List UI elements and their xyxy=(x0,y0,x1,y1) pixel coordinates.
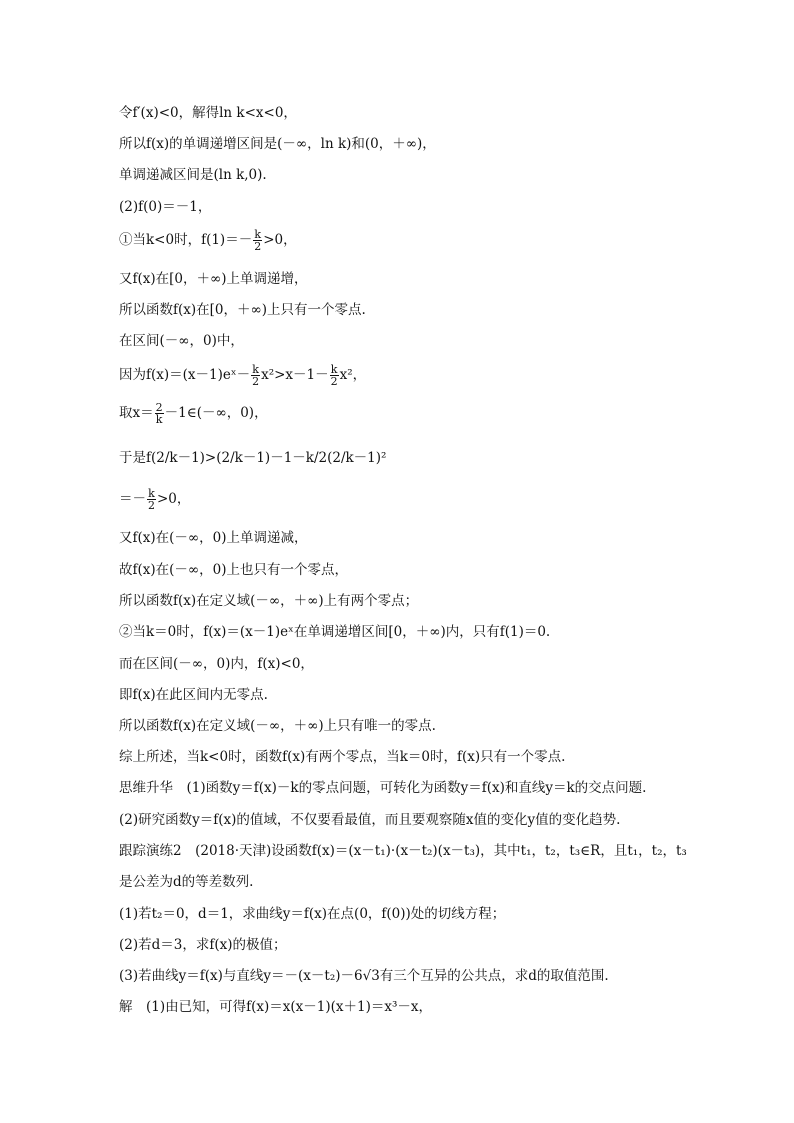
text-line-20: 综上所述，当k<0时，函数f(x)有两个零点，当k＝0时，f(x)只有一个零点. xyxy=(119,749,566,765)
text-line-1: 令f′(x)<0，解得ln k<x<0， xyxy=(119,105,297,121)
text-line-19: 所以函数f(x)在定义域(－∞，＋∞)上只有唯一的零点. xyxy=(119,718,436,734)
text-line-22: (2)研究函数y＝f(x)的值域，不仅要看最值，而且要观察随x值的变化y值的变化趋势. xyxy=(119,812,621,828)
text-line-10 xyxy=(119,402,268,425)
line12-pre: ＝－ xyxy=(119,491,146,507)
fraction-denominator: k xyxy=(155,413,163,426)
text-line-3: 单调递减区间是(ln k,0). xyxy=(119,167,267,183)
line10-pre: 取x＝ xyxy=(119,405,154,421)
fraction xyxy=(253,229,262,252)
fraction-numerator: k xyxy=(330,363,338,376)
line9-post: x²， xyxy=(339,367,367,383)
text-line-2: 所以f(x)的单调递增区间是(－∞，ln k)和(0，＋∞)， xyxy=(119,136,436,152)
fraction-numerator: k xyxy=(252,363,259,376)
text-line-16: ②当k＝0时，f(x)＝(x－1)eˣ在单调递增区间[0，＋∞)内，只有f(1)＝0. xyxy=(119,624,551,640)
fraction xyxy=(251,364,260,387)
text-line-23: 跟踪演练2 (2018·天津)设函数f(x)＝(x－t₁)·(x－t₂)(x－t₃)，其中t₁，t₂，t₃∈R，且t₁，t₂，t₃ xyxy=(119,843,687,859)
text-line-21: 思维升华 (1)函数y＝f(x)－k的零点问题，可转化为函数y＝f(x)和直线y＝k的交点问题. xyxy=(119,780,647,796)
fraction-denominator: 2 xyxy=(330,375,338,388)
fraction-numerator: 2 xyxy=(155,401,163,414)
text-line-12 xyxy=(119,488,190,511)
line10-post: －1∈(－∞，0)， xyxy=(164,405,268,421)
text-line-18: 即f(x)在此区间内无零点. xyxy=(119,687,268,703)
text-line-17: 而在区间(－∞，0)内，f(x)<0， xyxy=(119,656,314,672)
text-line-8: 在区间(－∞，0)中， xyxy=(119,333,244,349)
text-line-11: 于是f(2/k－1)>(2/k－1)－1－k/2(2/k－1)² xyxy=(119,450,387,466)
fraction-denominator: 2 xyxy=(252,375,260,388)
text-line-5 xyxy=(119,229,297,252)
text-line-27: (3)若曲线y＝f(x)与直线y＝－(x－t₂)－6√3有三个互异的公共点，求d的取值范围. xyxy=(119,968,609,984)
text-line-26: (2)若d＝3，求f(x)的极值； xyxy=(119,937,287,953)
line5-post: >0， xyxy=(263,232,297,248)
line5-pre: ①当k<0时，f(1)＝－ xyxy=(119,232,253,248)
text-line-14: 故f(x)在(－∞，0)上也只有一个零点， xyxy=(119,562,349,578)
fraction xyxy=(155,402,164,425)
text-line-6: 又f(x)在[0，＋∞)上单调递增， xyxy=(119,271,308,287)
text-line-24: 是公差为d的等差数列. xyxy=(119,874,254,890)
fraction xyxy=(330,364,339,387)
line9-mid: x²>x－1－ xyxy=(261,367,329,383)
text-line-9 xyxy=(119,364,366,387)
text-line-7: 所以函数f(x)在[0，＋∞)上只有一个零点. xyxy=(119,302,366,318)
fraction-denominator: 2 xyxy=(254,240,262,253)
text-line-13: 又f(x)在(－∞，0)上单调递减， xyxy=(119,530,308,546)
fraction-numerator: k xyxy=(148,487,155,500)
text-line-15: 所以函数f(x)在定义域(－∞，＋∞)上有两个零点； xyxy=(119,593,419,609)
line12-post: >0， xyxy=(157,491,191,507)
text-line-25: (1)若t₂＝0，d＝1，求曲线y＝f(x)在点(0，f(0))处的切线方程； xyxy=(119,906,506,922)
fraction-numerator: k xyxy=(254,228,262,241)
text-line-4: (2)f(0)＝－1， xyxy=(119,199,212,215)
fraction xyxy=(147,488,156,511)
line9-pre: 因为f(x)＝(x－1)eˣ－ xyxy=(119,367,251,383)
text-line-28: 解 (1)由已知，可得f(x)＝x(x－1)(x＋1)＝x³－x， xyxy=(119,999,432,1015)
fraction-denominator: 2 xyxy=(148,499,155,512)
